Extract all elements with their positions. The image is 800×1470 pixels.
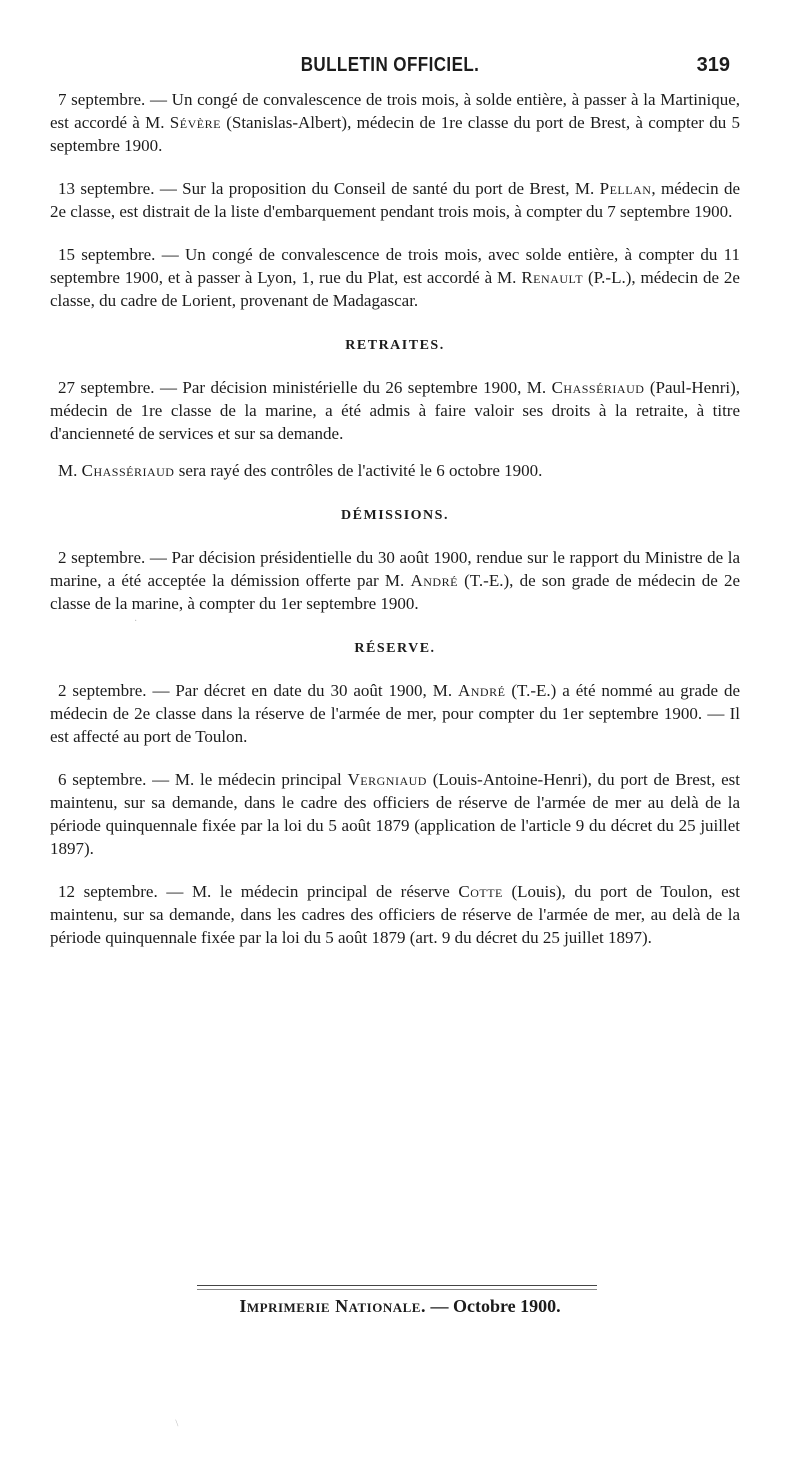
- entry-date: 13 septembre.: [58, 179, 155, 198]
- bulletin-title: BULLETIN OFFICIEL.: [300, 54, 480, 76]
- entry-date: 6 septembre.: [58, 770, 147, 789]
- section-heading-retraites: RETRAITES.: [345, 338, 445, 353]
- entry-renault: 15 septembre. — Un congé de convalescence de trois mois, avec solde entière, à compter du 11 septembre 1900, et à passer à Lyon, 1, rue du Plat, est accordé à M. Renault (P.-L.), médecin de 2e classe, du cadre de Lorient, provenant de Madagascar.: [50, 245, 741, 310]
- person-name: Cotte: [458, 882, 503, 901]
- section-heading-demissions: DÉMISSIONS.: [341, 508, 449, 523]
- paper-speck: /: [172, 1418, 182, 1429]
- person-name: André: [457, 681, 506, 700]
- entry-date: 12 septembre.: [58, 882, 158, 901]
- entry-date: 27 septembre.: [58, 378, 155, 397]
- entry-date: 2 septembre.: [58, 548, 146, 567]
- entry-pellan: 13 septembre. — Sur la proposition du Conseil de santé du port de Brest, M. Pellan, médecin de 2e classe, est distrait de la liste d'embarquement pendant trois mois, à compter du 7 septembre 1900.: [50, 179, 740, 221]
- person-name: Renault: [521, 268, 584, 287]
- section-heading-reserve: RÉSERVE.: [354, 641, 436, 656]
- entry-sevère: 7 septembre. — Un congé de convalescence de trois mois, à solde entière, à passer à la Martinique, est accordé à M. Sévère (Stanislas-Albert), médecin de 1re classe du port de Brest, à compter du 5 septembre 1900.: [50, 90, 741, 155]
- page-number: 319: [696, 54, 730, 76]
- person-name: Chassériaud: [551, 378, 645, 397]
- entry-chasseriaud: 27 septembre. — Par décision ministérielle du 26 septembre 1900, M. Chassériaud (Paul-Henri), médecin de 1re classe de la marine, a été admis à faire valoir ses droits à la retraite, à titre d'ancienneté de services et sur sa demande.: [50, 378, 741, 443]
- footer-divider: [197, 1285, 597, 1286]
- person-name: Vergniaud: [347, 770, 427, 789]
- entry-vergniaud: 6 septembre. — M. le médecin principal Vergniaud (Louis-Antoine-Henri), du port de Brest, est maintenu, sur sa demande, dans le cadre des officiers de réserve de l'armée de mer au delà de la période quinquennale fixée par la loi du 5 août 1879 (application de l'article 9 du décret du 25 juillet 1897).: [50, 770, 741, 858]
- entry-andre-demission: 2 septembre. — Par décision présidentielle du 30 août 1900, rendue sur le rapport du Ministre de la marine, a été acceptée la démission offerte par M. André (T.-E.), de son grade de médecin de 2e classe de la marine, à compter du 1er septembre 1900.: [50, 548, 741, 613]
- imprint-date: — Octobre 1900.: [425, 1296, 561, 1316]
- entry-cotte: 12 septembre. — M. le médecin principal de réserve Cotte (Louis), du port de Toulon, est maintenu, sur sa demande, dans les cadres des officiers de réserve de l'armée de mer, au delà de la période quinquennale fixée par la loi du 5 août 1879 (art. 9 du décret du 25 juillet 1897).: [50, 882, 740, 947]
- printer-imprint: [0, 1296, 800, 1317]
- person-name: Pellan: [599, 179, 652, 198]
- person-name: Chassériaud: [81, 461, 175, 480]
- document-body: [50, 88, 740, 969]
- page-header: [50, 50, 730, 84]
- entry-andre-reserve: 2 septembre. — Par décret en date du 30 août 1900, M. André (T.-E.) a été nommé au grade de médecin de 2e classe dans la réserve de l'armée de mer, pour compter du 1er septembre 1900. — Il est affecté au port de Toulon.: [50, 681, 740, 746]
- person-name: Sévère: [169, 113, 221, 132]
- entry-date: 7 septembre.: [58, 90, 146, 109]
- note-chasseriaud: M. Chassériaud sera rayé des contrôles de l'activité le 6 octobre 1900.: [58, 461, 543, 480]
- person-name: André: [410, 571, 458, 590]
- paper-speck: ·: [134, 616, 138, 627]
- entry-date: 2 septembre.: [58, 681, 147, 700]
- entry-date: 15 septembre.: [58, 245, 156, 264]
- footer-divider-secondary: [197, 1289, 597, 1290]
- printer-name: Imprimerie Nationale.: [239, 1296, 426, 1316]
